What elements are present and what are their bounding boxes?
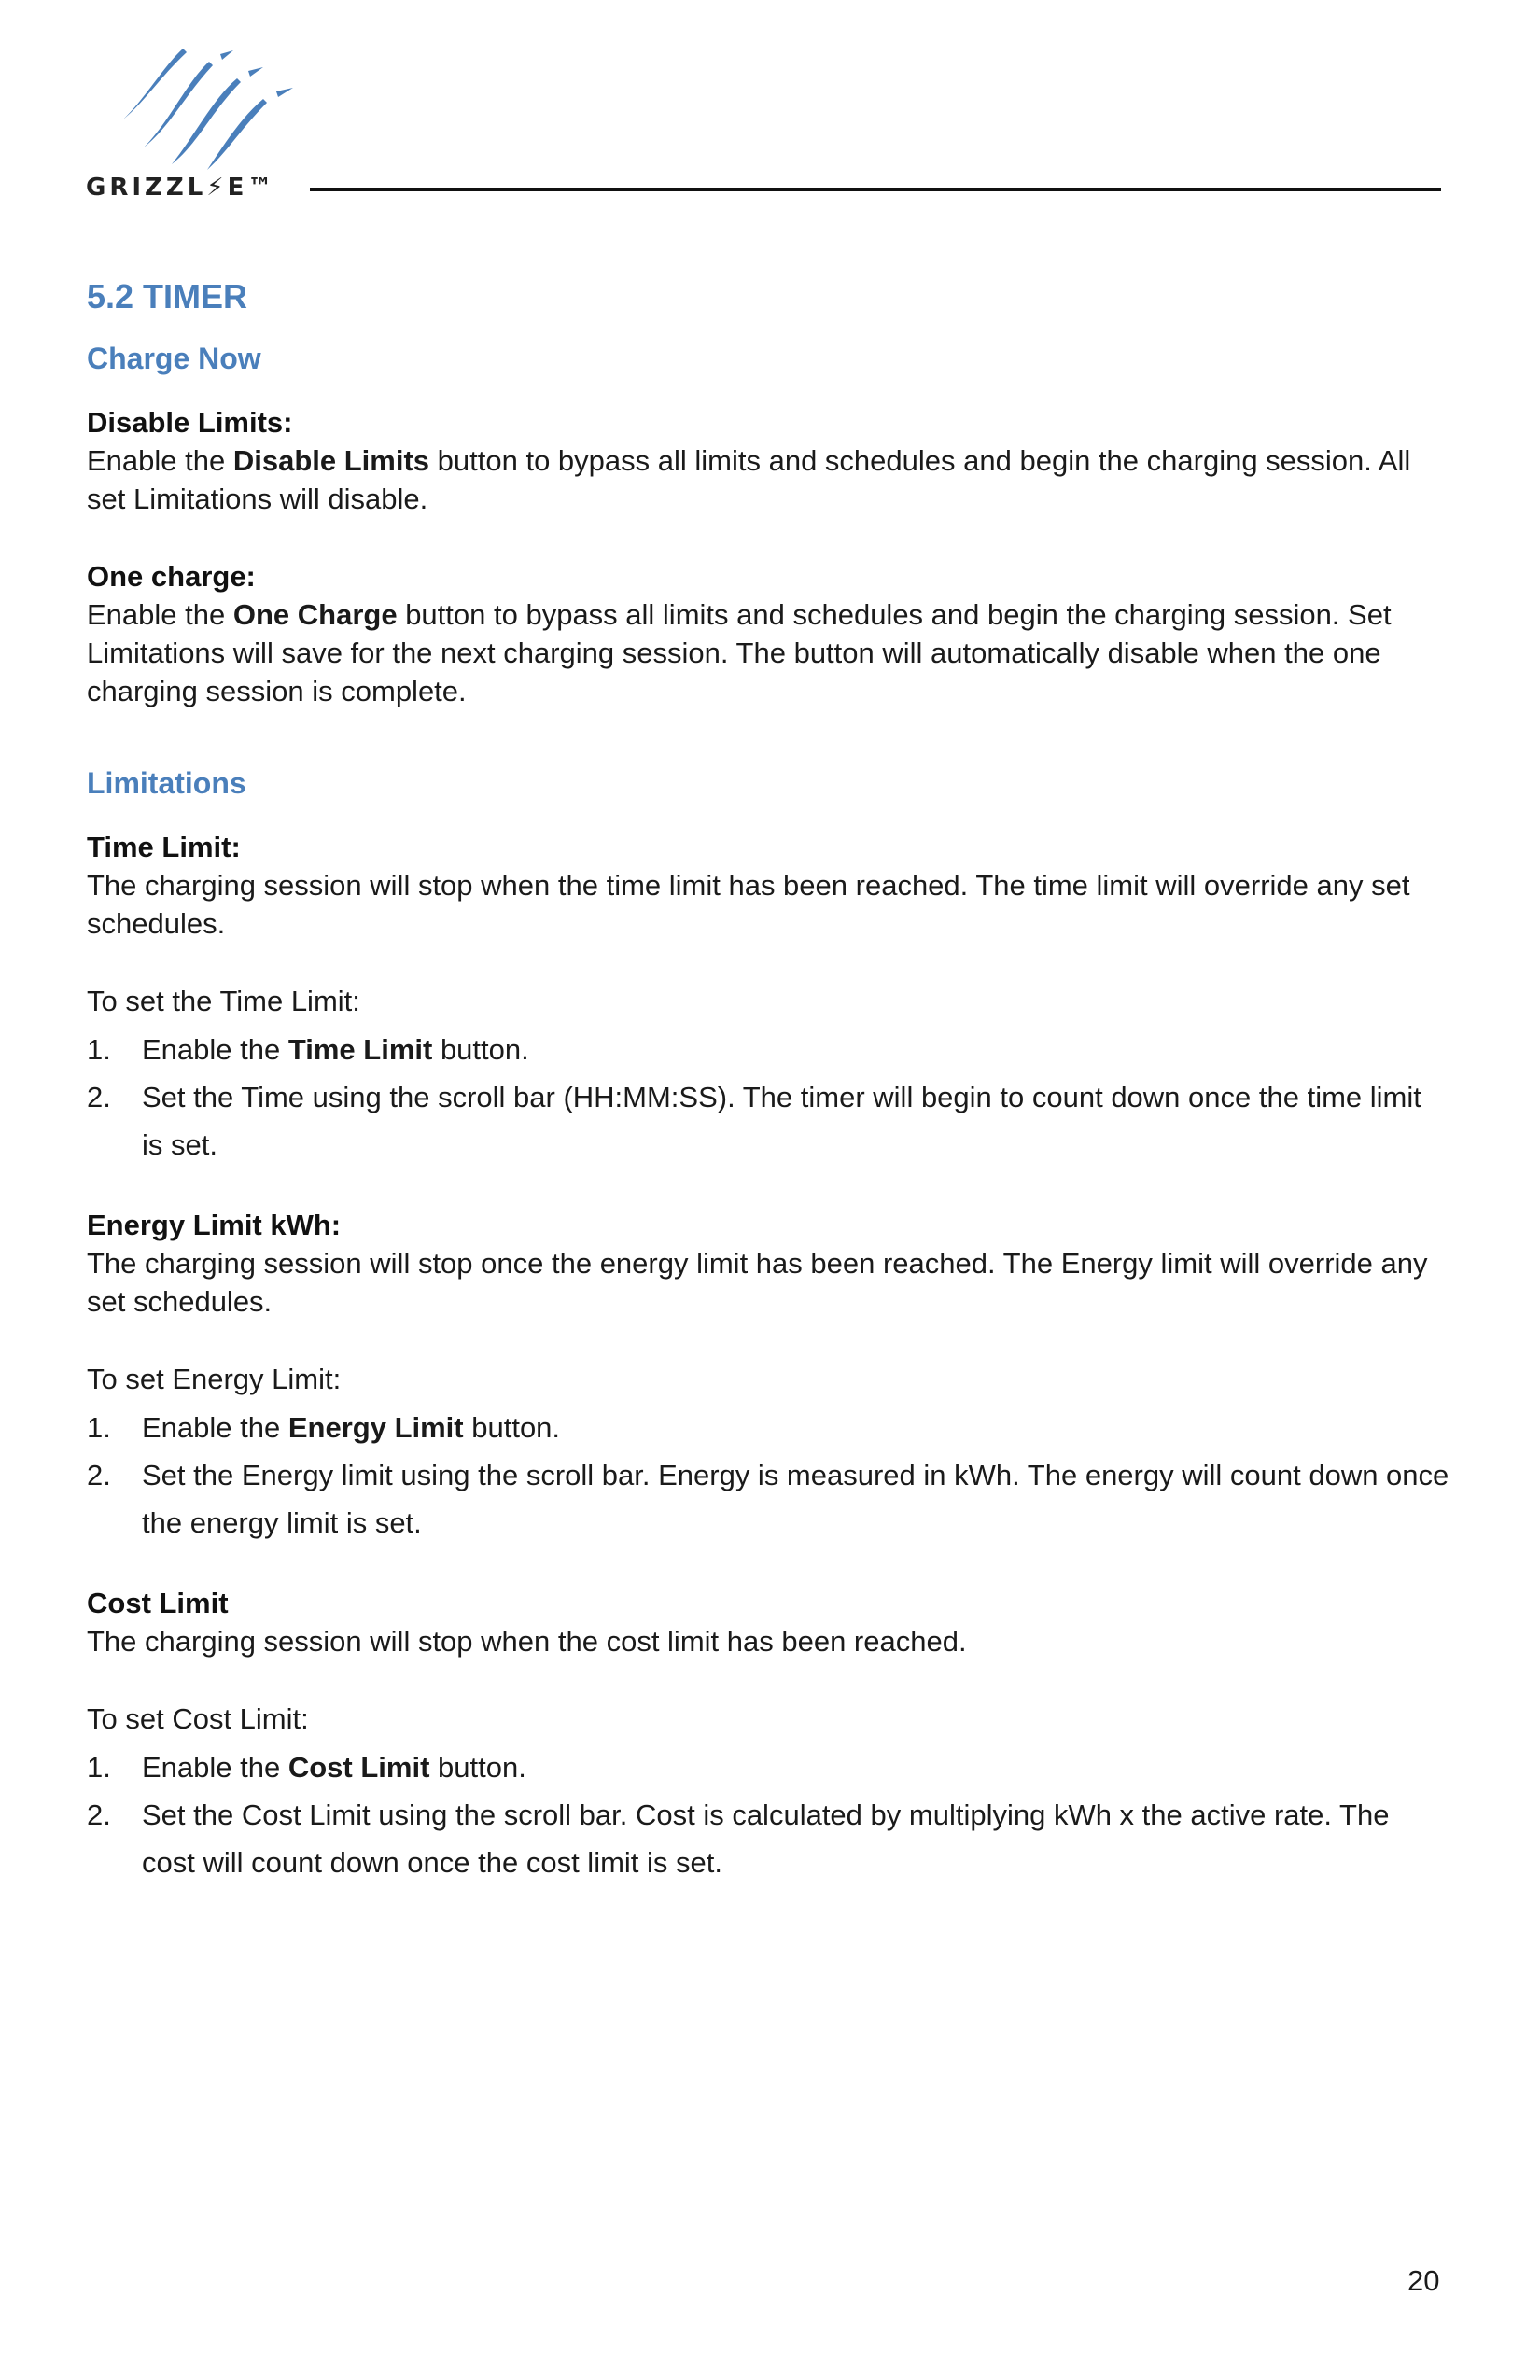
time-limit-steps xyxy=(87,1026,1449,1169)
list-item: 1. Enable the Cost Limit button. xyxy=(87,1751,526,1784)
time-limit-description: The charging session will stop when the time limit has been reached. The time limit will override any set schedules. xyxy=(87,869,1410,940)
disable-limits-term: Disable Limits: xyxy=(87,406,293,439)
list-item: 1. Enable the Energy Limit button. xyxy=(87,1411,561,1444)
section-title: 5.2 TIMER xyxy=(87,277,248,315)
cost-limit-description: The charging session will stop when the cost limit has been reached. xyxy=(87,1625,967,1658)
charge-now-heading: Charge Now xyxy=(87,342,261,375)
cost-limit-term: Cost Limit xyxy=(87,1587,229,1619)
time-limit-intro: To set the Time Limit: xyxy=(87,985,360,1017)
energy-limit-steps xyxy=(87,1404,1449,1547)
cost-limit-intro: To set Cost Limit: xyxy=(87,1702,309,1735)
list-item: 2. Set the Cost Limit using the scroll bar. Cost is calculated by multiplying kWh x the active rate. The cost will count down once the cost limit is set. xyxy=(87,1799,1390,1879)
list-item: 1. Enable the Time Limit button. xyxy=(87,1033,529,1066)
one-charge-term: One charge: xyxy=(87,560,256,593)
cost-limit-steps xyxy=(87,1743,1449,1886)
time-limit-term: Time Limit: xyxy=(87,831,241,863)
document-body xyxy=(87,276,1449,1886)
one-charge-description: Enable the One Charge button to bypass all limits and schedules and begin the charging session. Set Limitations will save for the next charging session. The button will automatically disable when the one charging session is complete. xyxy=(87,598,1392,707)
disable-limits-bold: Disable Limits xyxy=(232,444,430,477)
page-number: 20 xyxy=(1407,2264,1440,2297)
list-item: 2. Set the Energy limit using the scroll bar. Energy is measured in kWh. The energy will count down once the energy limit is set. xyxy=(87,1459,1449,1539)
brand-logo xyxy=(86,47,291,210)
brand-wordmark: GRIZZL⚡E™ xyxy=(86,174,276,202)
one-charge-bold: One Charge xyxy=(232,598,398,631)
energy-limit-term: Energy Limit kWh: xyxy=(87,1209,342,1241)
energy-limit-intro: To set Energy Limit: xyxy=(87,1363,342,1395)
claw-marks-icon xyxy=(118,47,295,170)
header-divider xyxy=(310,188,1441,191)
list-item: 2. Set the Time using the scroll bar (HH:MM:SS). The timer will begin to count down once the time limit is set. xyxy=(87,1081,1421,1161)
energy-limit-description: The charging session will stop once the energy limit has been reached. The Energy limit will override any set schedules. xyxy=(87,1247,1428,1318)
limitations-heading: Limitations xyxy=(87,766,246,800)
disable-limits-description: Enable the Disable Limits button to bypass all limits and schedules and begin the charging session. All set Limitations will disable. xyxy=(87,444,1411,515)
